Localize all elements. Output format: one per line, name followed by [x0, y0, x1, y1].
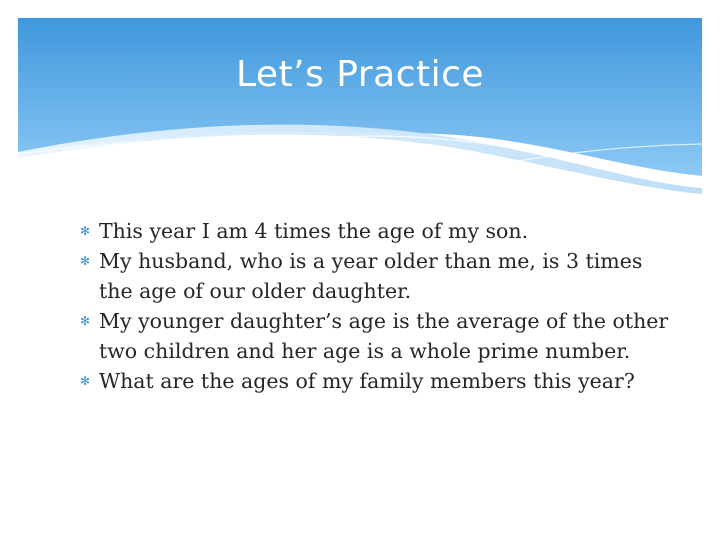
slide-title: Let’s Practice [235, 54, 485, 95]
bullet-list [78, 216, 678, 396]
list-item [78, 366, 678, 396]
asterisk-icon: ✻ [79, 374, 91, 388]
list-item [78, 246, 678, 306]
asterisk-icon: ✻ [79, 224, 91, 238]
banner-background [18, 18, 702, 198]
list-item-text: What are the ages of my family members this year? [99, 369, 635, 393]
list-item-text: This year I am 4 times the age of my son. [99, 219, 529, 243]
list-item-text: My younger daughter’s age is the average of the other two children and her age is a whole prime number. [99, 309, 669, 363]
list-item-text: My husband, who is a year older than me, is 3 times the age of our older daughter. [99, 249, 643, 303]
list-item [78, 306, 678, 366]
title-banner [18, 18, 702, 198]
asterisk-icon: ✻ [79, 254, 91, 268]
list-item [78, 216, 678, 246]
asterisk-icon: ✻ [79, 314, 91, 328]
